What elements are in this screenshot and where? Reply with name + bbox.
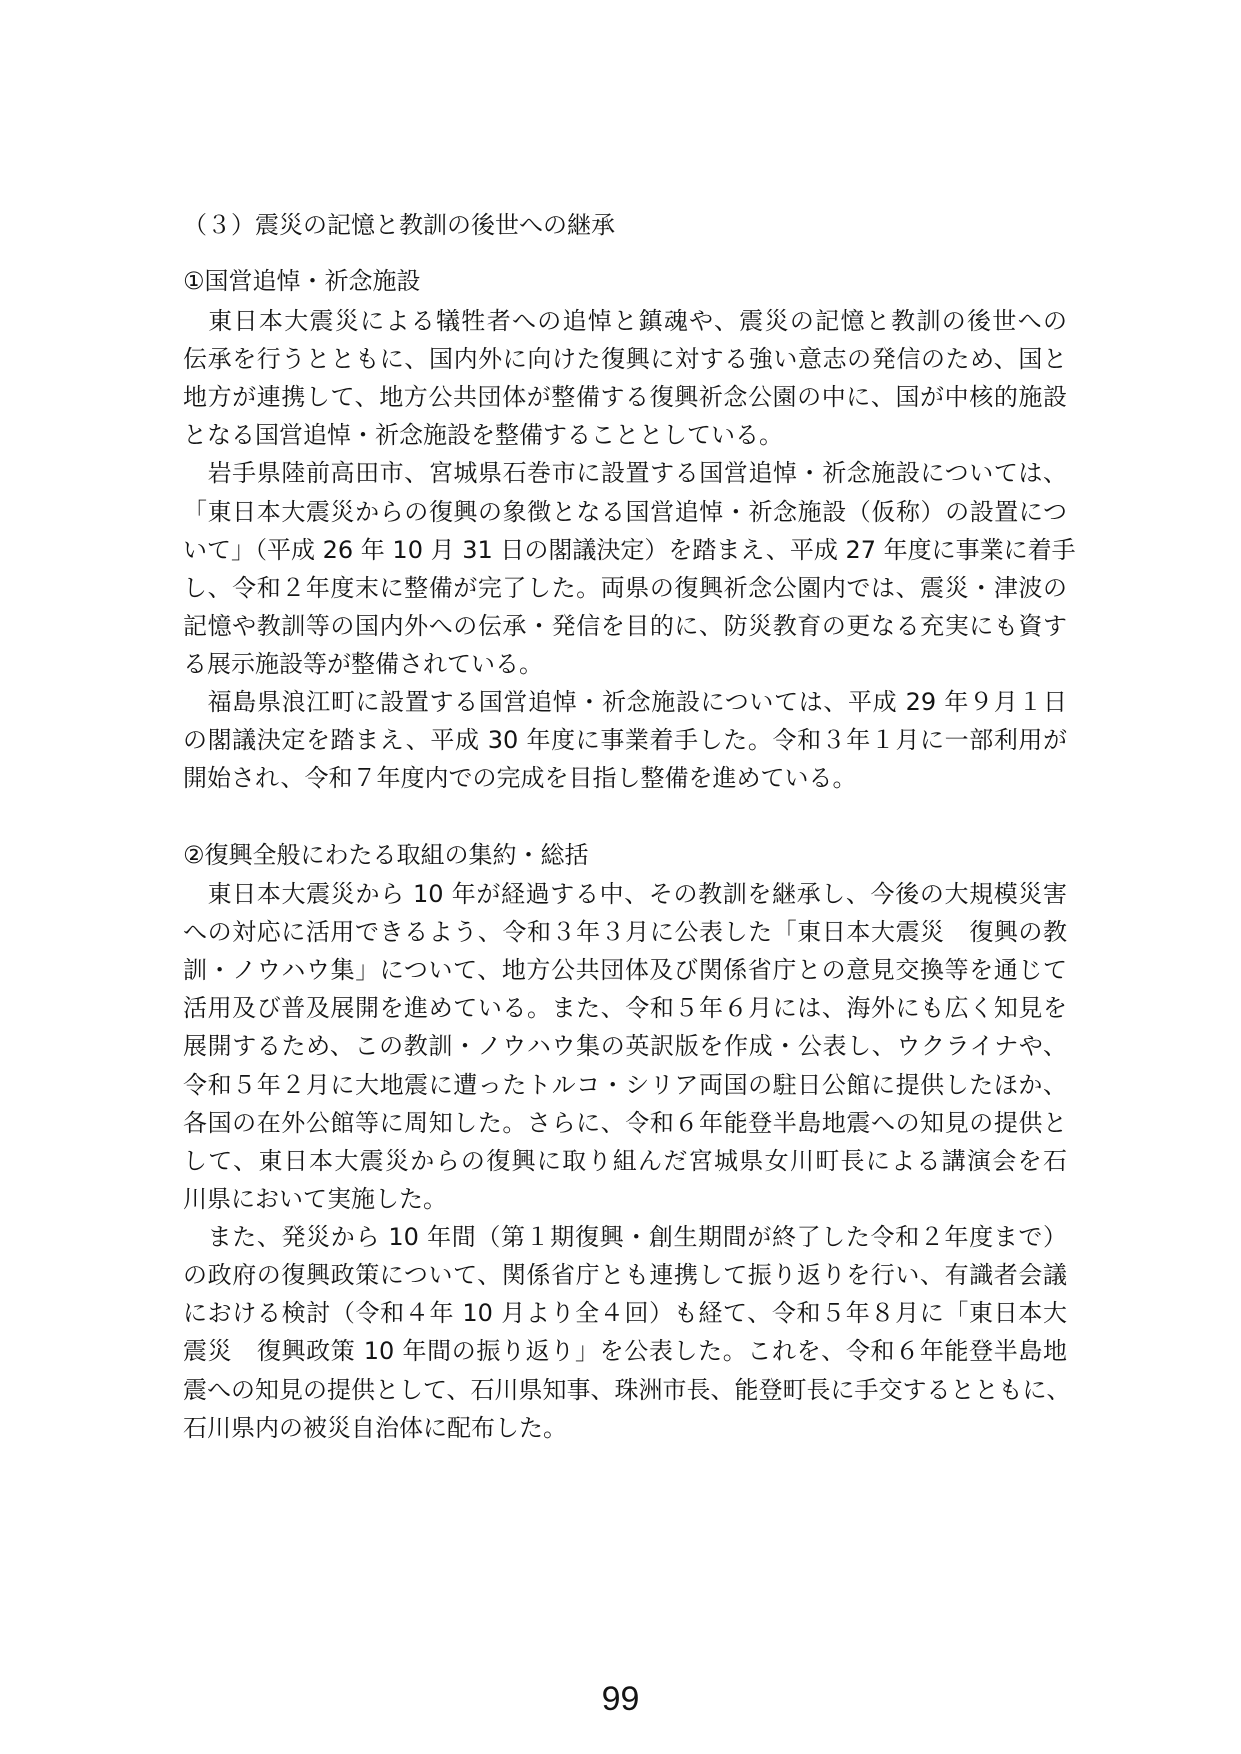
paragraph-line: における検討（令和４年 10 月より全４回）も経て、令和５年８月に「東日本大 [183, 1299, 1067, 1327]
paragraph-line: への対応に活用できるよう、令和３年３月に公表した「東日本大震災 復興の教 [183, 918, 1067, 946]
paragraph-line: 展開するため、この教訓・ノウハウ集の英訳版を作成・公表し、ウクライナや、 [183, 1032, 1067, 1060]
page-number: 99 [601, 1680, 640, 1718]
paragraph-line: し、令和２年度末に整備が完了した。両県の復興祈念公園内では、震災・津波の [183, 574, 1067, 602]
paragraph-line: となる国営追悼・祈念施設を整備することとしている。 [183, 421, 783, 449]
paragraph-line: 震災 復興政策 10 年間の振り返り」を公表した。これを、令和６年能登半島地 [183, 1337, 1067, 1365]
paragraph-line: 東日本大震災による犠牲者への追悼と鎮魂や、震災の記憶と教訓の後世への [183, 307, 1067, 335]
paragraph-line: 東日本大震災から 10 年が経過する中、その教訓を継承し、今後の大規模災害 [183, 880, 1067, 908]
paragraph-line: また、発災から 10 年間（第１期復興・創生期間が終了した令和２年度まで） [183, 1223, 1067, 1251]
paragraph-line: 記憶や教訓等の国内外への伝承・発信を目的に、防災教育の更なる充実にも資す [183, 612, 1067, 640]
paragraph-line: 地方が連携して、地方公共団体が整備する復興祈念公園の中に、国が中核的施設 [183, 383, 1067, 411]
paragraph-line: の閣議決定を踏まえ、平成 30 年度に事業着手した。令和３年１月に一部利用が [183, 726, 1067, 754]
paragraph-line: 岩手県陸前高田市、宮城県石巻市に設置する国営追悼・祈念施設については、 [183, 459, 1067, 487]
paragraph-line: 活用及び普及展開を進めている。また、令和５年６月には、海外にも広く知見を [183, 994, 1067, 1022]
paragraph-line: 川県において実施した。 [183, 1185, 447, 1213]
paragraph-line: 震への知見の提供として、石川県知事、珠洲市長、能登町長に手交するとともに、 [183, 1376, 1071, 1404]
paragraph-line: いて」（平成 26 年 10 月 31 日の閣議決定）を踏まえ、平成 27 年度に事業に着手 [183, 536, 1076, 564]
paragraph-line: して、東日本大震災からの復興に取り組んだ宮城県女川町長による講演会を石 [183, 1147, 1067, 1175]
paragraph-line: 石川県内の被災自治体に配布した。 [183, 1414, 567, 1442]
paragraph-line: 令和５年２月に大地震に遭ったトルコ・シリア両国の駐日公館に提供したほか、 [183, 1071, 1067, 1099]
subsection-heading: ②復興全般にわたる取組の集約・総括 [183, 841, 589, 869]
paragraph-line: の政府の復興政策について、関係省庁とも連携して振り返りを行い、有識者会議 [183, 1261, 1067, 1289]
paragraph-line: る展示施設等が整備されている。 [183, 650, 543, 678]
paragraph-line: 各国の在外公館等に周知した。さらに、令和６年能登半島地震への知見の提供と [183, 1109, 1067, 1137]
paragraph-line: 開始され、令和７年度内での完成を目指し整備を進めている。 [183, 764, 857, 792]
section-title: （３）震災の記憶と教訓の後世への継承 [183, 211, 615, 239]
paragraph-line: 伝承を行うとともに、国内外に向けた復興に対する強い意志の発信のため、国と [183, 345, 1067, 373]
subsection-heading: ①国営追悼・祈念施設 [183, 267, 421, 295]
paragraph-line: 「東日本大震災からの復興の象徴となる国営追悼・祈念施設（仮称）の設置につ [183, 498, 1067, 526]
paragraph-line: 訓・ノウハウ集」について、地方公共団体及び関係省庁との意見交換等を通じて [183, 956, 1067, 984]
paragraph-line: 福島県浪江町に設置する国営追悼・祈念施設については、平成 29 年９月１日 [183, 688, 1067, 716]
